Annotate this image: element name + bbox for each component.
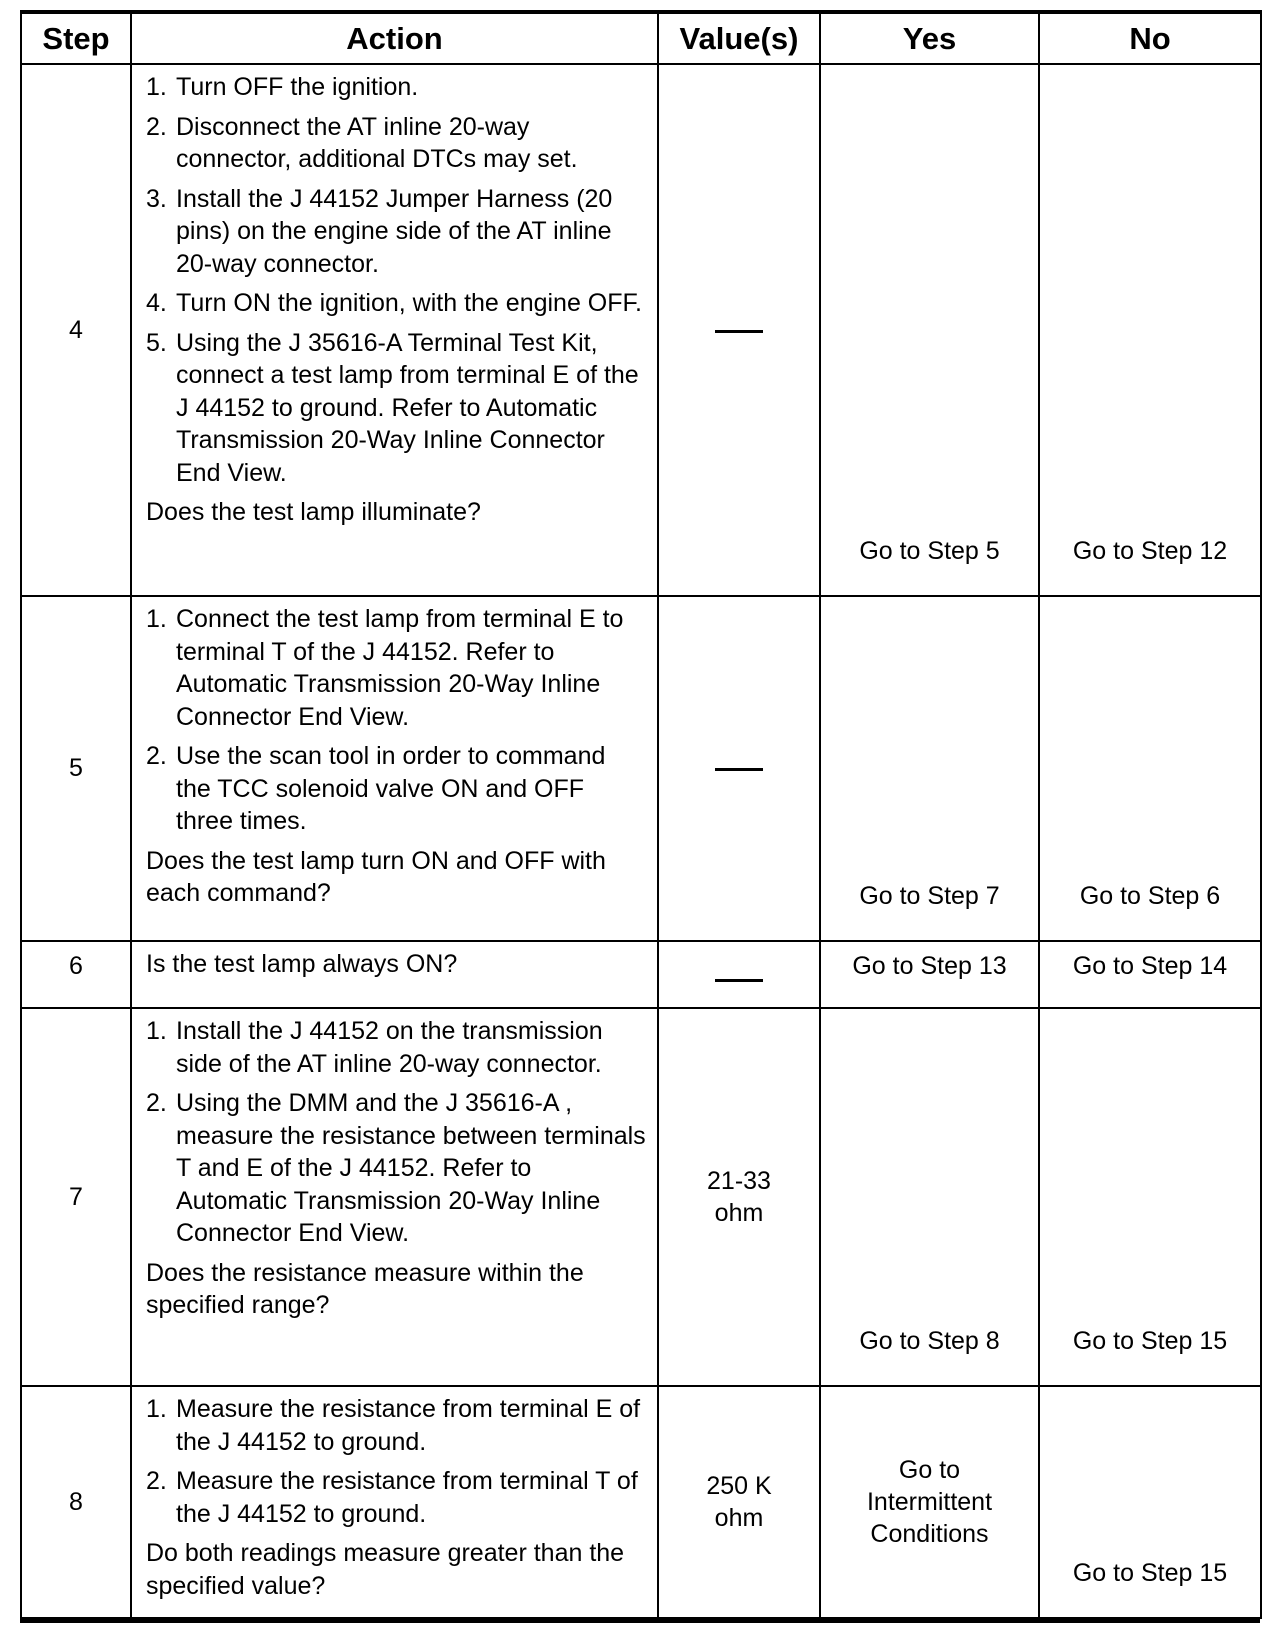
value-unit: ohm	[714, 1199, 764, 1227]
value-cell	[658, 64, 820, 596]
action-item: 2. Disconnect the AT inline 20-way connector, additional DTCs may set.	[146, 112, 578, 173]
step-number: 7	[21, 1008, 131, 1386]
table-header-row	[21, 12, 1261, 64]
action-question: Is the test lamp always ON?	[146, 950, 458, 978]
value-amount: 250 K	[706, 1472, 772, 1500]
yes-result-line: Go to	[898, 1456, 961, 1484]
table-bottom-border	[20, 1618, 1260, 1623]
table-row-step-6	[21, 941, 1261, 1008]
yes-result	[821, 1454, 1038, 1550]
value-unit: ohm	[714, 1504, 764, 1532]
header-action: Action	[131, 12, 658, 64]
step-number: 6	[21, 941, 131, 1008]
table-row-step-5	[21, 596, 1261, 941]
no-value-dash	[715, 330, 763, 333]
action-cell	[131, 1386, 658, 1618]
diagnostic-table	[20, 10, 1262, 1619]
no-cell	[1039, 596, 1261, 941]
table-row-step-8	[21, 1386, 1261, 1618]
value-amount: 21-33	[707, 1167, 771, 1195]
no-value-dash	[715, 768, 763, 771]
no-value-dash	[715, 979, 763, 982]
header-step: Step	[21, 12, 131, 64]
action-item: 4. Turn ON the ignition, with the engine OFF.	[146, 289, 642, 317]
yes-cell	[820, 64, 1039, 596]
yes-result: Go to Step 5	[859, 537, 1000, 565]
action-cell	[131, 941, 658, 1008]
header-yes: Yes	[820, 12, 1039, 64]
action-item: 5. Using the J 35616-A Terminal Test Kit, connect a test lamp from terminal E of the J 44152 to ground. Refer to Automatic Transmission 20-Way Inline Connector End View.	[146, 328, 639, 487]
yes-result: Go to Step 13	[852, 952, 1007, 980]
yes-cell	[820, 1008, 1039, 1386]
yes-result-line: Conditions	[870, 1520, 989, 1548]
yes-cell	[820, 1386, 1039, 1618]
value-cell	[658, 596, 820, 941]
table-row-step-4	[21, 64, 1261, 596]
action-item: 3. Install the J 44152 Jumper Harness (20 pins) on the engine side of the AT inline 20-way connector.	[146, 184, 613, 278]
action-list	[146, 1015, 647, 1250]
yes-result-line: Intermittent	[866, 1488, 993, 1516]
no-cell	[1039, 941, 1261, 1008]
header-no: No	[1039, 12, 1261, 64]
no-result: Go to Step 12	[1072, 537, 1228, 565]
no-cell	[1039, 1008, 1261, 1386]
no-cell	[1039, 1386, 1261, 1618]
action-question: Does the test lamp illuminate?	[146, 498, 481, 526]
no-result: Go to Step 15	[1072, 1327, 1228, 1355]
yes-cell	[820, 596, 1039, 941]
table-row-step-7	[21, 1008, 1261, 1386]
value-cell	[658, 941, 820, 1008]
action-cell	[131, 64, 658, 596]
value-cell	[658, 1008, 820, 1386]
value-cell	[658, 1386, 820, 1618]
no-result: Go to Step 15	[1072, 1559, 1228, 1587]
action-item: 2. Measure the resistance from terminal T of the J 44152 to ground.	[146, 1467, 638, 1528]
step-number: 8	[21, 1386, 131, 1618]
header-values: Value(s)	[658, 12, 820, 64]
no-result: Go to Step 6	[1079, 882, 1221, 910]
step-number: 5	[21, 596, 131, 941]
yes-cell	[820, 941, 1039, 1008]
action-question: Do both readings measure greater than the specified value?	[146, 1539, 625, 1600]
yes-result: Go to Step 7	[859, 882, 1000, 910]
action-list	[146, 603, 647, 838]
action-question: Does the resistance measure within the specified range?	[146, 1258, 584, 1319]
action-item: 1. Connect the test lamp from terminal E to terminal T of the J 44152. Refer to Automatic Transmission 20-Way Inline Connector End View.	[146, 605, 624, 731]
action-cell	[131, 1008, 658, 1386]
action-list	[146, 1393, 647, 1530]
action-item: 1. Turn OFF the ignition.	[146, 73, 419, 101]
yes-result: Go to Step 8	[859, 1327, 1000, 1355]
action-item: 2. Use the scan tool in order to command the TCC solenoid valve ON and OFF three times.	[146, 742, 606, 835]
action-item: 1. Measure the resistance from terminal E of the J 44152 to ground.	[146, 1395, 641, 1456]
action-cell	[131, 596, 658, 941]
action-item: 1. Install the J 44152 on the transmission side of the AT inline 20-way connector.	[146, 1017, 603, 1078]
step-number: 4	[21, 64, 131, 596]
action-list	[146, 71, 647, 489]
no-cell	[1039, 64, 1261, 596]
action-item: 2. Using the DMM and the J 35616-A , measure the resistance between terminals T and E of the J 44152. Refer to Automatic Transmission 20-Way Inline Connector End View.	[146, 1089, 646, 1247]
no-result: Go to Step 14	[1072, 952, 1228, 980]
action-question: Does the test lamp turn ON and OFF with each command?	[146, 846, 606, 907]
